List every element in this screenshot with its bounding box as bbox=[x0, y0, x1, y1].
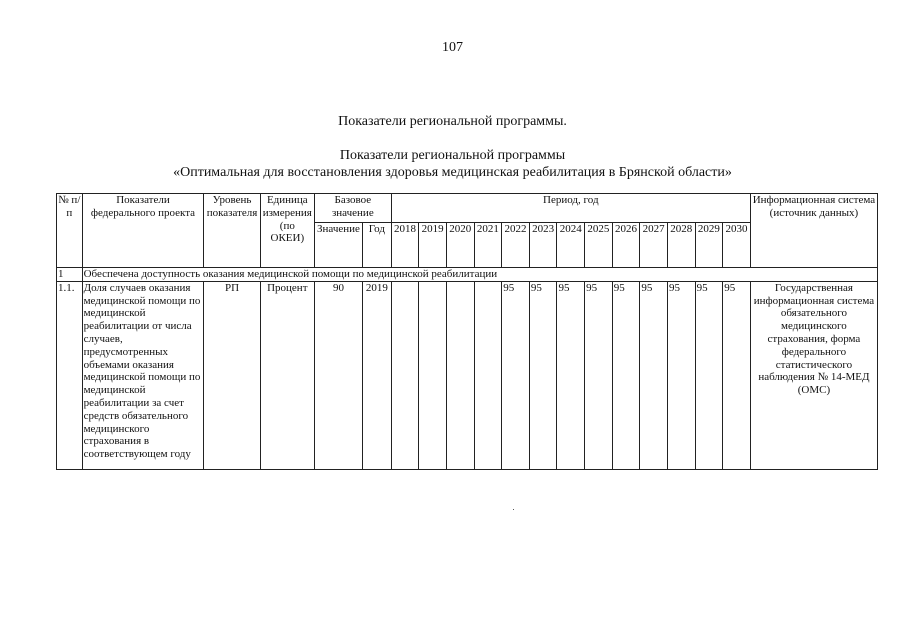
row-value bbox=[474, 281, 502, 469]
row-value: 95 bbox=[723, 281, 751, 469]
header-indicator: Показатели федерального проекта bbox=[82, 194, 204, 268]
row-value: 95 bbox=[640, 281, 668, 469]
header-year: 2020 bbox=[446, 223, 474, 268]
header-year: 2018 bbox=[391, 223, 419, 268]
program-title-line: Показатели региональной программы bbox=[339, 148, 566, 163]
row-value bbox=[446, 281, 474, 469]
row-value bbox=[391, 281, 419, 469]
row-base-year: 2019 bbox=[363, 281, 392, 469]
header-base: Базовое значение bbox=[314, 194, 391, 223]
row-value: 95 bbox=[529, 281, 557, 469]
row-value: 95 bbox=[667, 281, 695, 469]
header-base-value: Значение bbox=[314, 223, 362, 268]
header-year: 2024 bbox=[557, 223, 585, 268]
header-info: Информационная система (источник данных) bbox=[750, 194, 877, 268]
section-row bbox=[57, 268, 878, 282]
header-year: 2025 bbox=[585, 223, 613, 268]
header-num: № п/п bbox=[57, 194, 83, 268]
row-base-value: 90 bbox=[314, 281, 362, 469]
header-period: Период, год bbox=[391, 194, 750, 223]
row-value: 95 bbox=[502, 281, 530, 469]
page-number: 107 bbox=[442, 40, 463, 55]
header-level: Уровень показателя bbox=[204, 194, 260, 268]
header-year: 2023 bbox=[529, 223, 557, 268]
header-year: 2029 bbox=[695, 223, 723, 268]
header-year: 2027 bbox=[640, 223, 668, 268]
section-num: 1 bbox=[57, 268, 83, 282]
row-unit: Процент bbox=[260, 281, 314, 469]
section-title: Обеспечена доступность оказания медицинской помощи по медицинской реабилитации bbox=[82, 268, 877, 282]
row-value: 95 bbox=[585, 281, 613, 469]
header-base-year: Год bbox=[363, 223, 392, 268]
program-title-name: «Оптимальная для восстановления здоровья медицинская реабилитация в Брянской области» bbox=[173, 165, 732, 180]
header-year: 2030 bbox=[723, 223, 751, 268]
header-year: 2028 bbox=[667, 223, 695, 268]
header-year: 2022 bbox=[502, 223, 530, 268]
program-title bbox=[0, 147, 905, 181]
indicators-table bbox=[56, 193, 878, 470]
header-unit: Единица измерения (по ОКЕИ) bbox=[260, 194, 314, 268]
header-year: 2019 bbox=[419, 223, 447, 268]
header-year: 2026 bbox=[612, 223, 640, 268]
row-level: РП bbox=[204, 281, 260, 469]
row-value: 95 bbox=[557, 281, 585, 469]
row-value: 95 bbox=[695, 281, 723, 469]
table-row bbox=[57, 281, 878, 469]
scan-dot bbox=[513, 509, 514, 510]
document-heading: Показатели региональной программы. bbox=[338, 114, 567, 129]
row-num: 1.1. bbox=[57, 281, 83, 469]
row-info-source: Государственная информационная система обязательного медицинского страхования, форма федерального статистического наблюдения № 14-МЕД (ОМС) bbox=[750, 281, 877, 469]
row-value: 95 bbox=[612, 281, 640, 469]
row-value bbox=[419, 281, 447, 469]
header-year: 2021 bbox=[474, 223, 502, 268]
row-indicator: Доля случаев оказания медицинской помощи по медицинской реабилитации от числа случаев, предусмотренных объемами оказания медицинской помощи по медицинской реабилитации за счет средств обязательного медицинского страхования в соответствующем году bbox=[82, 281, 204, 469]
